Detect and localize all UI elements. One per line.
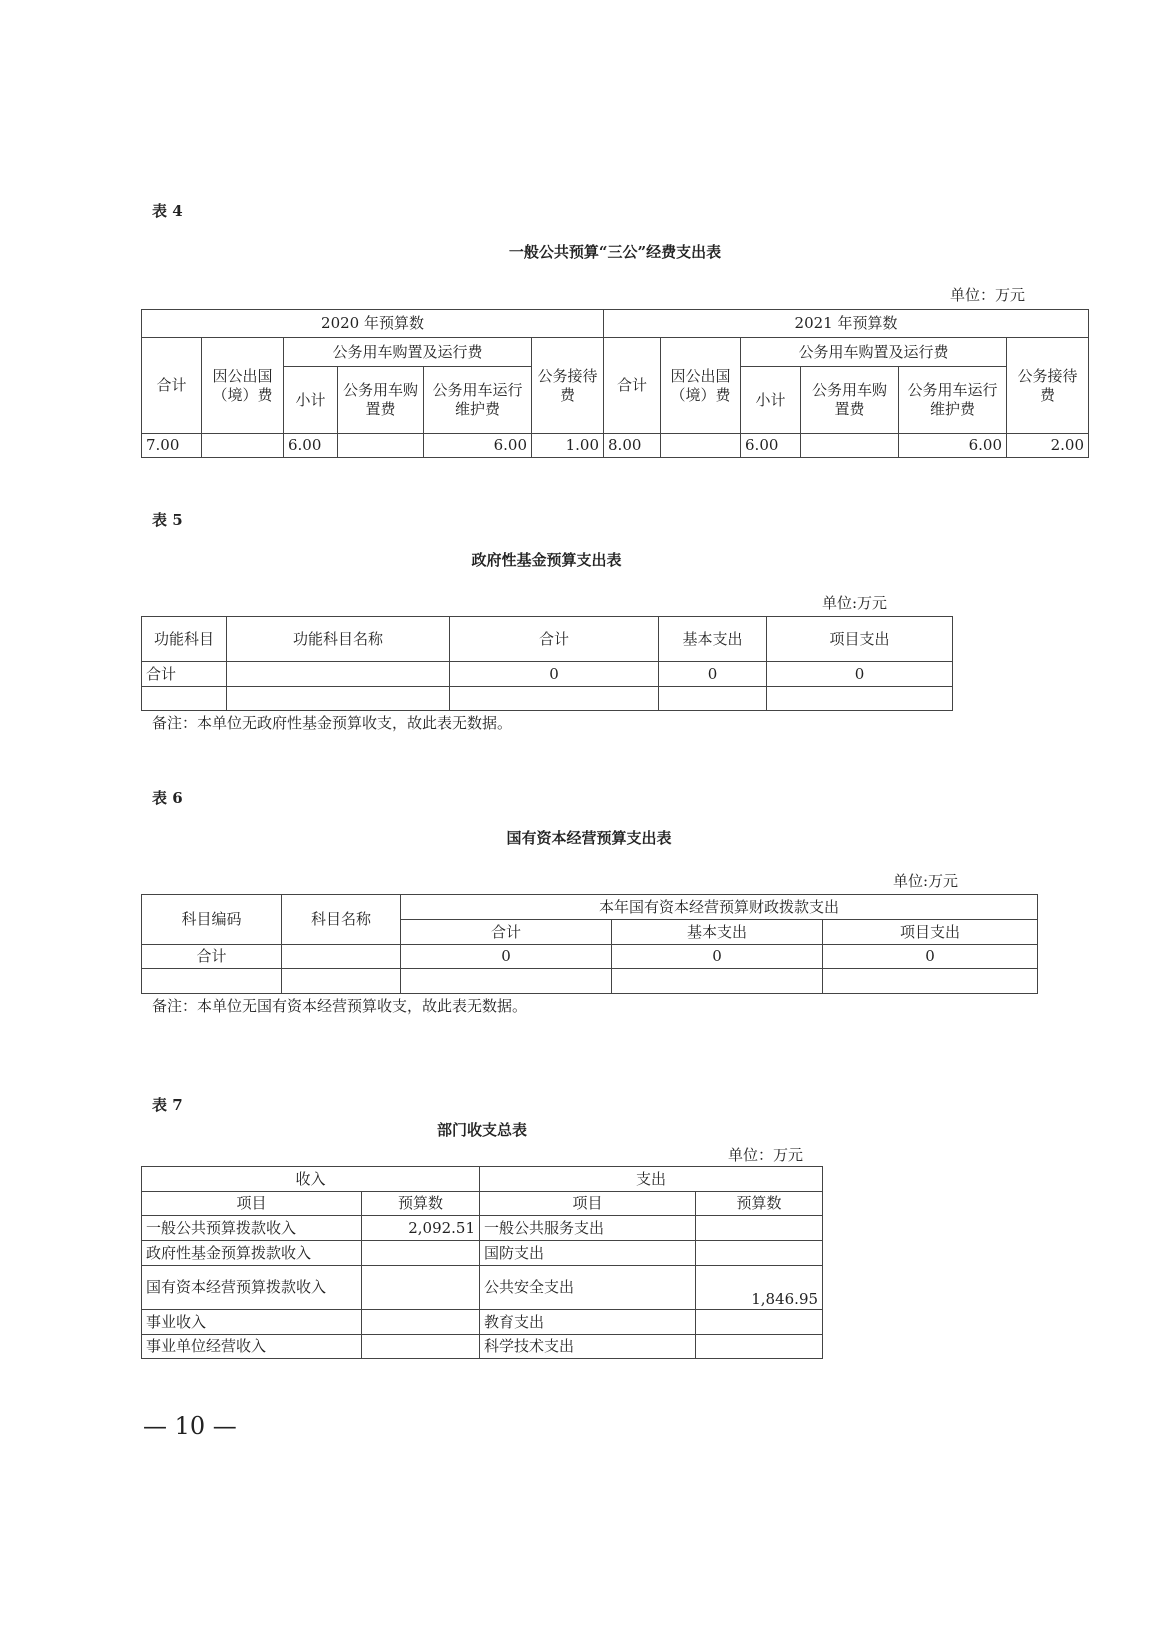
cell: 合计 xyxy=(142,662,227,687)
page-number: — 10 — xyxy=(143,1412,237,1440)
cell: 一般公共服务支出 xyxy=(480,1216,696,1241)
header-car-running: 公务用车运行维护费 xyxy=(899,367,1007,434)
table4-label: 表 4 xyxy=(152,202,183,220)
table5-label: 表 5 xyxy=(152,511,183,529)
header-subtotal: 小计 xyxy=(284,367,338,434)
cell xyxy=(362,1241,480,1266)
table-row xyxy=(142,1310,823,1335)
header-cell: 合计 xyxy=(450,617,659,662)
header-reception: 公务接待费 xyxy=(1007,338,1089,434)
cell xyxy=(362,1335,480,1359)
cell xyxy=(696,1310,823,1335)
table-row xyxy=(142,434,1089,458)
header-subtotal: 小计 xyxy=(741,367,801,434)
header-total: 合计 xyxy=(604,338,661,434)
table4-three-public-expenses xyxy=(141,309,1089,458)
cell: 7.00 xyxy=(142,434,202,458)
header-total: 合计 xyxy=(142,338,202,434)
table7-income-expense xyxy=(141,1166,823,1359)
cell xyxy=(696,1216,823,1241)
header-income: 收入 xyxy=(142,1167,480,1192)
cell xyxy=(801,434,899,458)
header-cell: 功能科目 xyxy=(142,617,227,662)
cell: 政府性基金预算拨款收入 xyxy=(142,1241,362,1266)
header-cell: 项目支出 xyxy=(823,920,1038,945)
cell xyxy=(696,1335,823,1359)
cell: 6.00 xyxy=(284,434,338,458)
header-abroad: 因公出国（境）费 xyxy=(202,338,284,434)
header-car-purchase: 公务用车购置费 xyxy=(801,367,899,434)
cell: 公共安全支出 xyxy=(480,1266,696,1310)
header-name: 科目名称 xyxy=(282,895,401,945)
cell: 0 xyxy=(767,662,953,687)
cell: 合计 xyxy=(142,945,282,969)
header-expense: 支出 xyxy=(480,1167,823,1192)
cell: 6.00 xyxy=(899,434,1007,458)
cell: 0 xyxy=(612,945,823,969)
header-cell: 项目支出 xyxy=(767,617,953,662)
header-cell: 合计 xyxy=(401,920,612,945)
table-row xyxy=(142,1216,823,1241)
cell xyxy=(362,1310,480,1335)
table5-note: 备注：本单位无政府性基金预算收支，故此表无数据。 xyxy=(152,714,513,732)
header-car-running: 公务用车运行维护费 xyxy=(424,367,532,434)
header-cell: 预算数 xyxy=(696,1192,823,1216)
cell: 6.00 xyxy=(741,434,801,458)
cell: 国有资本经营预算拨款收入 xyxy=(142,1266,362,1310)
table6-title: 国有资本经营预算支出表 xyxy=(506,829,672,847)
table5-unit: 单位:万元 xyxy=(822,594,888,612)
table-row xyxy=(142,1335,823,1359)
header-car: 公务用车购置及运行费 xyxy=(741,338,1007,367)
cell: 国防支出 xyxy=(480,1241,696,1266)
table7-unit: 单位：万元 xyxy=(728,1146,804,1164)
cell: 1.00 xyxy=(532,434,604,458)
cell: 2.00 xyxy=(1007,434,1089,458)
table7-title: 部门收支总表 xyxy=(436,1121,527,1139)
cell: 0 xyxy=(823,945,1038,969)
cell: 科学技术支出 xyxy=(480,1335,696,1359)
header-code: 科目编码 xyxy=(142,895,282,945)
header-group: 本年国有资本经营预算财政拨款支出 xyxy=(401,895,1038,920)
cell xyxy=(362,1266,480,1310)
header-car: 公务用车购置及运行费 xyxy=(284,338,532,367)
cell: 事业单位经营收入 xyxy=(142,1335,362,1359)
table6-note: 备注：本单位无国有资本经营预算收支，故此表无数据。 xyxy=(152,997,528,1015)
cell xyxy=(338,434,424,458)
header-2021: 2021 年预算数 xyxy=(604,310,1089,338)
cell: 8.00 xyxy=(604,434,661,458)
header-car-purchase: 公务用车购置费 xyxy=(338,367,424,434)
cell xyxy=(696,1241,823,1266)
cell: 事业收入 xyxy=(142,1310,362,1335)
table6-label: 表 6 xyxy=(152,789,183,807)
cell: 1,846.95 xyxy=(696,1266,823,1310)
table7-label: 表 7 xyxy=(152,1096,183,1114)
table6-state-capital xyxy=(141,894,1038,994)
table-row xyxy=(142,945,1038,969)
header-abroad: 因公出国（境）费 xyxy=(661,338,741,434)
header-cell: 基本支出 xyxy=(659,617,767,662)
cell xyxy=(227,662,450,687)
table-row xyxy=(142,1266,823,1310)
cell: 0 xyxy=(450,662,659,687)
header-cell: 项目 xyxy=(480,1192,696,1216)
table4-title: 一般公共预算“三公”经费支出表 xyxy=(508,243,722,261)
cell: 6.00 xyxy=(424,434,532,458)
table-row xyxy=(142,1241,823,1266)
cell xyxy=(661,434,741,458)
cell: 2,092.51 xyxy=(362,1216,480,1241)
table-row xyxy=(142,969,1038,994)
table6-unit: 单位:万元 xyxy=(893,872,959,890)
cell: 教育支出 xyxy=(480,1310,696,1335)
header-2020: 2020 年预算数 xyxy=(142,310,604,338)
header-cell: 基本支出 xyxy=(612,920,823,945)
table5-title: 政府性基金预算支出表 xyxy=(471,551,622,569)
header-cell: 预算数 xyxy=(362,1192,480,1216)
cell: 一般公共预算拨款收入 xyxy=(142,1216,362,1241)
table-row xyxy=(142,687,953,711)
header-cell: 项目 xyxy=(142,1192,362,1216)
table4-unit: 单位：万元 xyxy=(950,286,1026,304)
cell xyxy=(202,434,284,458)
table-row xyxy=(142,662,953,687)
cell xyxy=(282,945,401,969)
header-cell: 功能科目名称 xyxy=(227,617,450,662)
header-reception: 公务接待费 xyxy=(532,338,604,434)
cell: 0 xyxy=(659,662,767,687)
table5-gov-fund xyxy=(141,616,953,711)
cell: 0 xyxy=(401,945,612,969)
